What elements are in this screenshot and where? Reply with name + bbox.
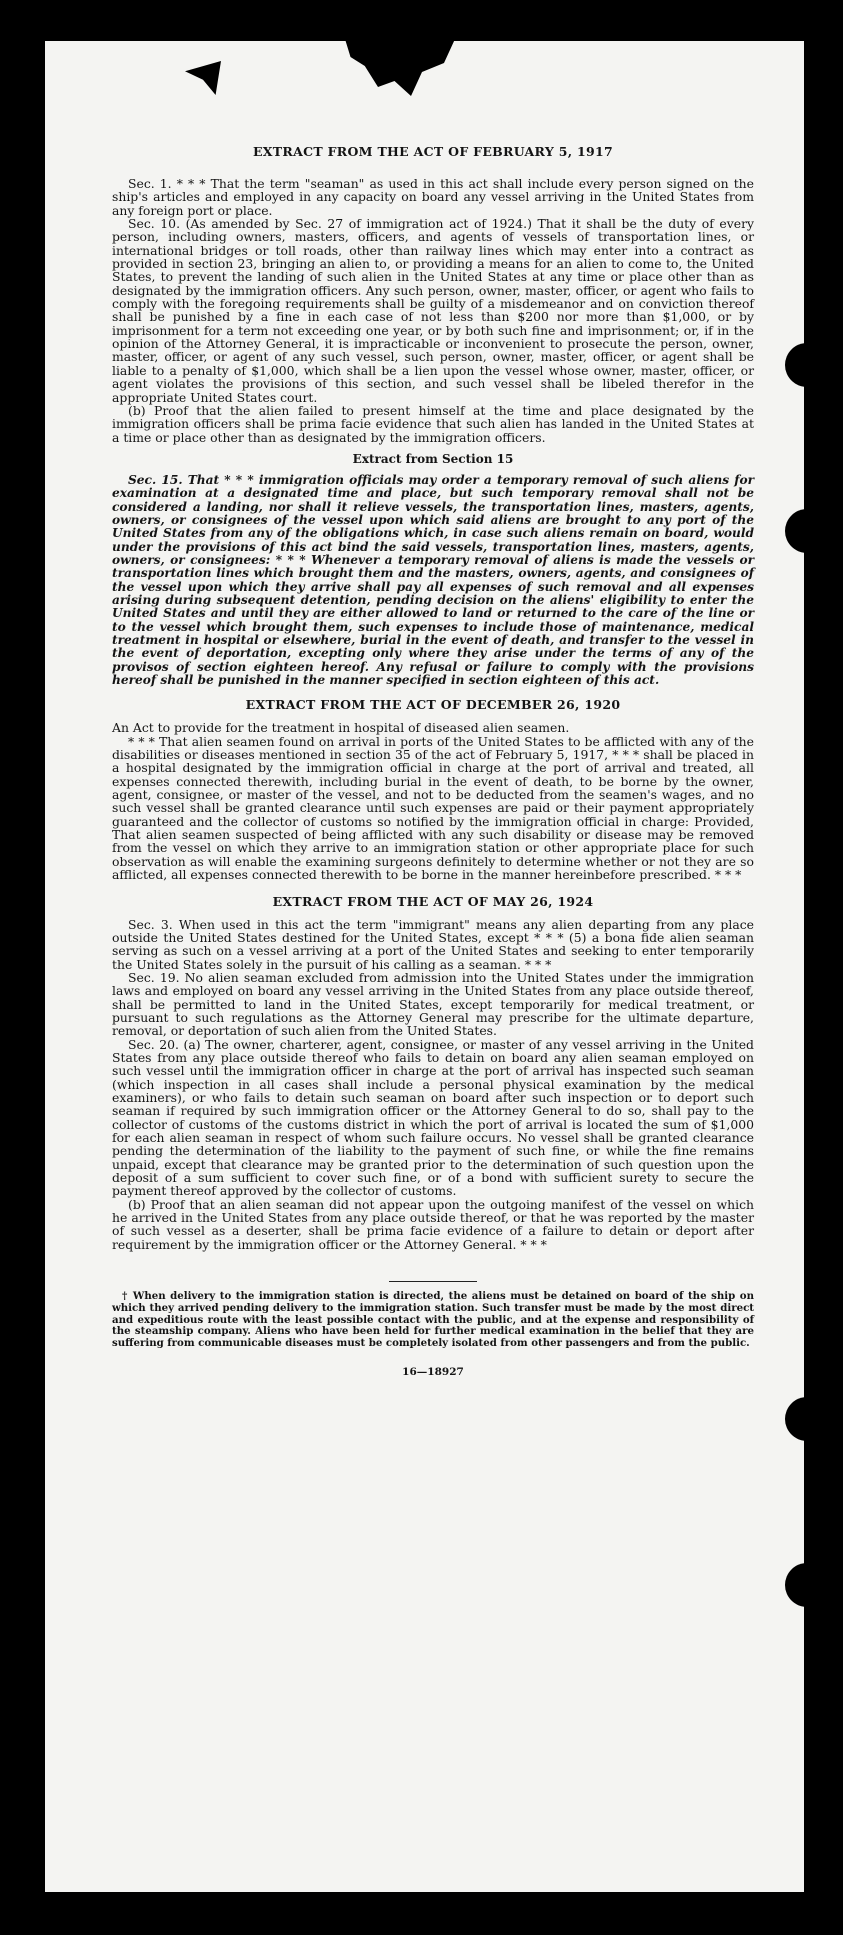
section-3-text: Sec. 3. When used in this act the term "immigrant" means any alien departing from any place outside the United States destined for the United States, except * * * (5) a bona fide alien seaman serving as such on a vessel arriving at a port of the United States and seeking to enter temporarily the United States solely in the pursuit of his calling as a seaman. * * * bbox=[112, 916, 754, 972]
footnote-text: † When delivery to the immigration station is directed, the aliens must be detained on board of the ship on which they arrived pending delivery to the immigration station. Such transfer must be made by the most direct and expeditious route with the least possible contact with the public, and at the expense and responsibility of the steamship company. Aliens who have been held for further medical examination in the belief that they are suffering from communicable diseases must be completely isolated from other passengers and from the public. bbox=[112, 1290, 754, 1350]
document-page bbox=[45, 41, 804, 1892]
section-20a-text: Sec. 20. (a) The owner, charterer, agent, consignee, or master of any vessel arriving in the United States from any place outside thereof who fails to detain on board any alien seaman employed on such vessel until the immigration officer in charge at the port of arrival has inspected such seaman (which inspection in all cases shall include a personal physical examination by the medical examiners), or who fails to detain such seaman on board after such inspection or to deport such seaman if required by such immigration officer or the Attorney General to do so, shall pay to the collector of customs of the customs district in which the port of arrival is located the sum of $1,000 for each alien seaman in respect of whom such failure occurs. No vessel shall be granted clearance pending the determination of the liability to the payment of such fine, or while the fine remains unpaid, except that clearance may be granted prior to the determination of such question upon the deposit of a sum sufficient to cover such fine, or of a bond with sufficient surety to secure the payment thereof approved by the collector of customs. bbox=[112, 1036, 754, 1199]
punch-hole bbox=[785, 1563, 804, 1607]
footnote-divider bbox=[389, 1281, 477, 1282]
heading-act-1920: EXTRACT FROM THE ACT OF DECEMBER 26, 1920 bbox=[245, 697, 621, 713]
act-1920-body: * * * That alien seamen found on arrival in ports of the United States to be afflicted with any of the disabilities or diseases mentioned in section 35 of the act of February 5, 1917, * * * shall be placed in a hospital designated by the immigration official in charge at the port of arrival and treated, all expenses connected therewith, including burial in the event of death, to be borne by the owner, agent, consignee, or master of the vessel, and not to be deducted from the seamen's wages, and no such vessel shall be granted clearance until such expenses are paid or their payment appropriately guaranteed and the collector of customs so notified by the immigration official in charge: Provided, That alien seamen suspected of being afflicted with any such disability or disease may be removed from the vessel on which they arrive to an immigration station or other appropriate place for such observation as will enable the examining surgeons definitely to determine whether or not they are so afflicted, all expenses connected therewith to be borne in the manner hereinbefore prescribed. * * * bbox=[112, 733, 754, 883]
act-1920-title: An Act to provide for the treatment in hospital of diseased alien seamen. bbox=[112, 720, 570, 736]
torn-corner-left bbox=[185, 61, 221, 95]
torn-edge-top bbox=[345, 41, 455, 99]
form-code: 16—18927 bbox=[402, 1366, 464, 1379]
punch-hole bbox=[785, 1397, 804, 1441]
section-10b-text: (b) Proof that the alien failed to present himself at the time and place designated by the immigration officers shall be prima facie evidence that such alien has landed in the United States at a time or place other than as designated by the immigration officers. bbox=[112, 402, 754, 445]
heading-act-1924: EXTRACT FROM THE ACT OF MAY 26, 1924 bbox=[272, 893, 594, 909]
section-20b-text: (b) Proof that an alien seaman did not appear upon the outgoing manifest of the vessel on which he arrived in the United States from any place outside thereof, or that he was reported by the master of such vessel as a deserter, shall be prima facie evidence of a failure to detain or deport after requirement by the immigration officer or the Attorney General. * * * bbox=[112, 1196, 754, 1252]
section-15-text: Sec. 15. That * * * immigration officials may order a temporary removal of such aliens for examination at a designated time and place, but such temporary removal shall not be considered a landing, nor shall it relieve vessels, the transportation lines, masters, agents, owners, or consignees of the vessel upon which said aliens are brought to any port of the United States from any of the obligations which, in case such aliens remain on board, would under the provisions of this act bind the said vessels, transportation lines, masters, agents, owners, or consignees: * * * Whenever a temporary removal of aliens is made the vessels or transportation lines which brought them and the masters, owners, agents, and consignees of the vessel upon which they arrive shall pay all expenses of such removal and all expenses arising during subsequent detention, pending decision on the aliens' eligibility to enter the United States and until they are either allowed to land or returned to the care of the line or to the vessel which brought them, such expenses to include those of maintenance, medical treatment in hospital or elsewhere, burial in the event of death, and transfer to the vessel in the event of deportation, excepting only where they arise under the terms of any of the provisos of section eighteen hereof. Any refusal or failure to comply with the provisions hereof shall be punished in the manner specified in section eighteen of this act. bbox=[112, 472, 754, 688]
section-19-text: Sec. 19. No alien seaman excluded from admission into the United States under the immigration laws and employed on board any vessel arriving in the United States from any place outside thereof, shall be permitted to land in the United States, except temporarily for medical treatment, or pursuant to such regulations as the Attorney General may prescribe for the ultimate departure, removal, or deportation of such alien from the United States. bbox=[112, 969, 754, 1039]
heading-section-15: Extract from Section 15 bbox=[352, 451, 514, 466]
punch-hole bbox=[785, 509, 804, 553]
section-1-text: Sec. 1. * * * That the term "seaman" as used in this act shall include every person signed on the ship's articles and employed in any capacity on board any vessel arriving in the United States from any foreign port or place. bbox=[112, 176, 754, 218]
heading-act-1917: EXTRACT FROM THE ACT OF FEBRUARY 5, 1917 bbox=[252, 144, 613, 159]
punch-hole bbox=[785, 343, 804, 387]
section-10-text: Sec. 10. (As amended by Sec. 27 of immigration act of 1924.) That it shall be the duty of every person, including owners, masters, officers, and agents of vessels of transportation lines, or international bridges or toll roads, other than railway lines which may enter into a contract as provided in section 23, bringing an alien to, or providing a means for an alien to come to, the United States, to prevent the landing of such alien in the United States at any time or place other than as designated by the immigration officers. Any such person, owner, master, officer, or agent who fails to comply with the foregoing requirements shall be guilty of a misdemeanor and on conviction thereof shall be punished by a fine in each case of not less than $200 nor more than $1,000, or by imprisonment for a term not exceeding one year, or by both such fine and imprisonment; or, if in the opinion of the Attorney General, it is impracticable or inconvenient to prosecute the person, owner, master, officer, or agent of any such vessel, such person, owner, master, officer, or agent shall be liable to a penalty of $1,000, which shall be a lien upon the vessel whose owner, master, officer, or agent violates the provisions of this section, and such vessel shall be libeled therefor in the appropriate United States court. bbox=[112, 216, 754, 405]
